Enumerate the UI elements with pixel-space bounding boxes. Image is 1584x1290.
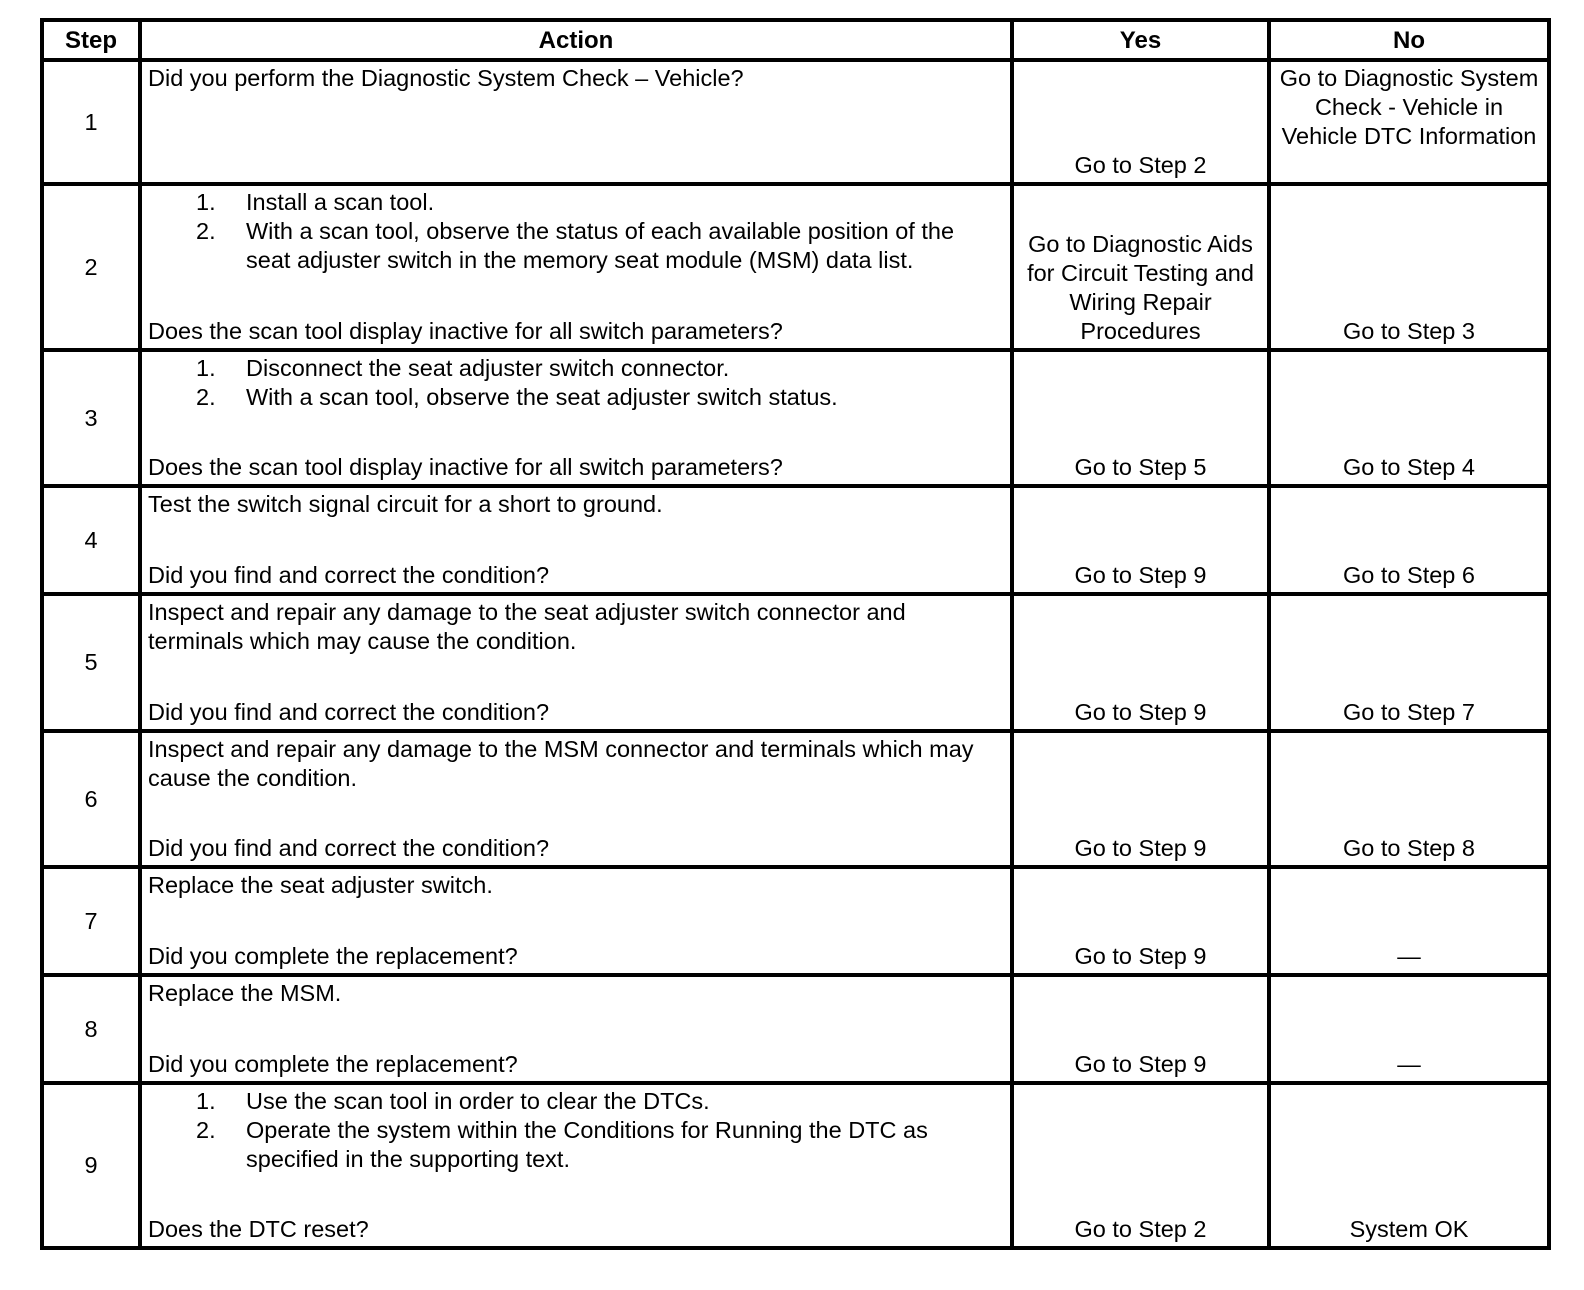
step-number: 5 bbox=[42, 594, 140, 731]
no-result: Go to Step 6 bbox=[1269, 486, 1549, 594]
yes-result: Go to Step 9 bbox=[1012, 594, 1269, 731]
instruction-list-item bbox=[148, 188, 1004, 217]
list-item-text: With a scan tool, observe the seat adjuster switch status. bbox=[246, 384, 838, 410]
instruction-list-item bbox=[148, 383, 1004, 412]
yes-result: Go to Step 9 bbox=[1012, 731, 1269, 867]
table-row bbox=[42, 60, 1549, 184]
yes-result: Go to Step 9 bbox=[1012, 867, 1269, 975]
step-number: 3 bbox=[42, 350, 140, 486]
action-cell bbox=[140, 731, 1012, 867]
step-number: 4 bbox=[42, 486, 140, 594]
no-result: Go to Step 4 bbox=[1269, 350, 1549, 486]
diagnostic-table bbox=[40, 18, 1551, 1250]
action-cell bbox=[140, 350, 1012, 486]
list-item-text: Use the scan tool in order to clear the DTCs. bbox=[246, 1088, 710, 1114]
header-yes: Yes bbox=[1012, 20, 1269, 60]
instruction-text: Test the switch signal circuit for a short to ground. bbox=[148, 491, 663, 517]
no-result: Go to Step 3 bbox=[1269, 184, 1549, 350]
table-row bbox=[42, 975, 1549, 1083]
table-row bbox=[42, 867, 1549, 975]
no-result: — bbox=[1269, 867, 1549, 975]
table-row bbox=[42, 184, 1549, 350]
list-item-number: 1. bbox=[196, 1088, 216, 1114]
instruction-list-item bbox=[148, 217, 1004, 275]
action-cell bbox=[140, 594, 1012, 731]
instruction-text: Replace the MSM. bbox=[148, 980, 342, 1006]
yes-result: Go to Step 9 bbox=[1012, 975, 1269, 1083]
header-action: Action bbox=[140, 20, 1012, 60]
instruction-text: Inspect and repair any damage to the MSM connector and terminals which may cause the condition. bbox=[148, 736, 974, 791]
no-result: Go to Step 8 bbox=[1269, 731, 1549, 867]
instruction-text: Did you perform the Diagnostic System Check – Vehicle? bbox=[148, 65, 744, 91]
step-number: 2 bbox=[42, 184, 140, 350]
no-result: Go to Diagnostic System Check - Vehicle in Vehicle DTC Information bbox=[1269, 60, 1549, 184]
table-row bbox=[42, 486, 1549, 594]
instruction-list-item bbox=[148, 354, 1004, 383]
instruction-list bbox=[148, 1087, 1004, 1174]
question-text: Did you find and correct the condition? bbox=[148, 562, 550, 588]
header-no: No bbox=[1269, 20, 1549, 60]
instruction-list bbox=[148, 354, 1004, 412]
instruction-text: Inspect and repair any damage to the seat adjuster switch connector and terminals which may cause the condition. bbox=[148, 599, 906, 654]
table-row bbox=[42, 731, 1549, 867]
list-item-text: With a scan tool, observe the status of each available position of the seat adjuster switch in the memory seat module (MSM) data list. bbox=[246, 218, 955, 273]
no-result: — bbox=[1269, 975, 1549, 1083]
yes-result: Go to Step 5 bbox=[1012, 350, 1269, 486]
table-row bbox=[42, 594, 1549, 731]
list-item-number: 2. bbox=[196, 218, 216, 244]
instruction-list bbox=[148, 188, 1004, 275]
step-number: 7 bbox=[42, 867, 140, 975]
list-item-number: 1. bbox=[196, 355, 216, 381]
no-result: System OK bbox=[1269, 1083, 1549, 1248]
list-item-text: Install a scan tool. bbox=[246, 189, 435, 215]
yes-result: Go to Step 2 bbox=[1012, 60, 1269, 184]
header-row bbox=[42, 20, 1549, 60]
question-text: Did you find and correct the condition? bbox=[148, 835, 550, 861]
action-cell bbox=[140, 184, 1012, 350]
list-item-number: 2. bbox=[196, 1117, 216, 1143]
action-cell bbox=[140, 867, 1012, 975]
question-text: Did you complete the replacement? bbox=[148, 943, 518, 969]
list-item-text: Operate the system within the Conditions for Running the DTC as specified in the supporting text. bbox=[246, 1117, 928, 1172]
action-cell bbox=[140, 975, 1012, 1083]
yes-result: Go to Step 2 bbox=[1012, 1083, 1269, 1248]
action-cell bbox=[140, 1083, 1012, 1248]
step-number: 6 bbox=[42, 731, 140, 867]
yes-result: Go to Step 9 bbox=[1012, 486, 1269, 594]
question-text: Did you complete the replacement? bbox=[148, 1051, 518, 1077]
list-item-number: 1. bbox=[196, 189, 216, 215]
step-number: 8 bbox=[42, 975, 140, 1083]
table-row bbox=[42, 350, 1549, 486]
list-item-number: 2. bbox=[196, 384, 216, 410]
header-step: Step bbox=[42, 20, 140, 60]
list-item-text: Disconnect the seat adjuster switch connector. bbox=[246, 355, 730, 381]
step-number: 1 bbox=[42, 60, 140, 184]
question-text: Does the DTC reset? bbox=[148, 1216, 369, 1242]
action-cell bbox=[140, 486, 1012, 594]
action-cell bbox=[140, 60, 1012, 184]
no-result: Go to Step 7 bbox=[1269, 594, 1549, 731]
yes-result: Go to Diagnostic Aids for Circuit Testing and Wiring Repair Procedures bbox=[1012, 184, 1269, 350]
instruction-text: Replace the seat adjuster switch. bbox=[148, 872, 493, 898]
instruction-list-item bbox=[148, 1116, 1004, 1174]
instruction-list-item bbox=[148, 1087, 1004, 1116]
question-text: Does the scan tool display inactive for all switch parameters? bbox=[148, 318, 783, 344]
step-number: 9 bbox=[42, 1083, 140, 1248]
question-text: Does the scan tool display inactive for all switch parameters? bbox=[148, 454, 783, 480]
question-text: Did you find and correct the condition? bbox=[148, 699, 550, 725]
table-row bbox=[42, 1083, 1549, 1248]
